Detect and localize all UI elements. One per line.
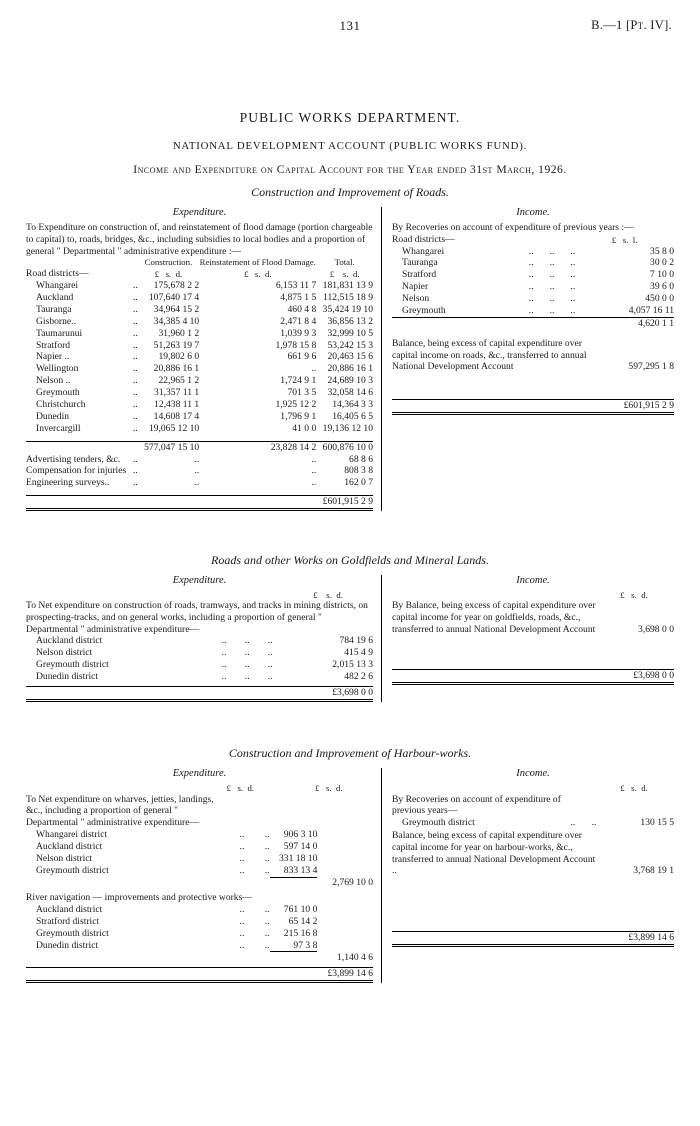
units-header — [392, 783, 674, 794]
column-group-header — [26, 257, 373, 268]
dots: .. — [528, 245, 534, 257]
col-reinstatement: Reinstatement of Flood Damage. — [199, 257, 316, 268]
amount: 215 16 8 — [283, 927, 318, 939]
construction-value: 14,608 17 4 — [153, 410, 200, 422]
dots: .. — [132, 387, 138, 399]
dots: .. — [528, 269, 534, 281]
amount: 761 10 0 — [283, 903, 318, 915]
construction-value: 51,263 19 7 — [153, 339, 200, 351]
district-name: Napier — [402, 281, 429, 293]
dots: .. — [239, 915, 245, 927]
dots: .. — [528, 281, 534, 293]
district-name: Taumarunui — [36, 327, 83, 339]
construction-value: 22,965 1 2 — [158, 375, 200, 387]
construction-value: 19,065 12 10 — [148, 422, 200, 434]
harbour-balance-text: Balance, being excess of capital expenditure over capital income for year on harbour-works, &c., transferred to annual National Development Account .. — [392, 830, 596, 877]
district-name: Tauranga — [402, 257, 438, 269]
roads-ledger — [26, 207, 674, 511]
dots: .. — [132, 477, 138, 489]
flood-value: 1,039 9 3 — [280, 327, 317, 339]
construction-value: .. — [194, 465, 200, 477]
units-header — [26, 783, 373, 794]
section3-block — [0, 746, 700, 983]
table-row — [26, 671, 373, 683]
income-value: 130 15 5 — [640, 817, 674, 829]
harbour-expenditure-side — [26, 768, 382, 983]
harbour-balance-value: 3,768 19 1 — [633, 865, 674, 877]
construction-subtotal: 577,047 15 10 — [138, 441, 200, 453]
district-name: Greymouth — [402, 305, 446, 317]
construction-value: 34,385 4 10 — [153, 315, 200, 327]
dots: .. — [221, 671, 227, 682]
table-row — [26, 647, 373, 659]
roads-income-side — [382, 207, 674, 511]
construction-value: 34,964 15 2 — [153, 303, 200, 315]
expenditure-heading: Expenditure. — [172, 767, 227, 779]
dots: .. — [239, 903, 245, 915]
river-heading-row — [26, 892, 373, 904]
table-row — [26, 363, 373, 375]
district-name: Nelson — [402, 293, 430, 305]
table-row — [26, 841, 373, 853]
income-value: 4,057 16 11 — [628, 305, 674, 317]
district-name: Dunedin — [36, 410, 70, 422]
table-row — [392, 293, 674, 305]
total-value: 32,999 10 5 — [327, 327, 374, 339]
dots: .. — [570, 245, 576, 257]
amount: 833 13 4 — [270, 865, 318, 877]
units-harbour-income: £ s. d. — [620, 782, 648, 793]
district-name: Auckland — [36, 291, 74, 303]
harbour-income-total: £3,899 14 6 — [392, 932, 674, 946]
dots: .. — [570, 817, 576, 829]
district-name: Tauranga — [36, 303, 72, 315]
dots: .. — [549, 281, 555, 293]
dots: .. — [244, 671, 250, 682]
goldfields-income-total-row — [392, 670, 674, 684]
table-row — [392, 269, 674, 281]
dots: .. — [549, 293, 555, 305]
extra-label: Engineering surveys.. — [26, 477, 110, 489]
table-row — [26, 387, 373, 399]
harbour-income-total-table — [392, 931, 674, 947]
table-row — [26, 916, 373, 928]
flood-value: 661 9 6 — [287, 351, 317, 363]
dots: .. — [244, 647, 250, 659]
district-name: Auckland district — [36, 903, 103, 915]
district-name: Greymouth district — [402, 817, 475, 829]
district-name: Whangarei — [402, 245, 445, 257]
dots: .. — [264, 828, 270, 840]
goldfields-table — [26, 635, 373, 701]
dots: .. — [221, 635, 227, 647]
dots: .. — [264, 940, 270, 951]
extra-label: Advertising tenders, &c. — [26, 453, 121, 465]
goldfields-income-text: By Balance, being excess of capital expenditure over capital income for year on goldfields, roads, &c., transferred to annual National Development Account — [392, 599, 596, 635]
table-row — [26, 304, 373, 316]
document-reference: B.—1 [Pt. IV]. — [591, 18, 672, 32]
dots: .. — [239, 940, 245, 951]
dots: .. — [549, 257, 555, 269]
income-heading: Income. — [516, 767, 550, 779]
total-value: 24,689 10 3 — [327, 375, 374, 387]
amount: 415 4 9 — [344, 647, 374, 659]
district-name: Greymouth district — [36, 927, 109, 939]
page-header — [0, 18, 700, 58]
flood-value: 1,796 9 1 — [280, 410, 317, 422]
flood-value: 41 0 0 — [292, 422, 317, 434]
district-name: Greymouth — [36, 387, 80, 399]
column-units-header — [26, 268, 373, 280]
construction-value: 31,960 1 2 — [158, 327, 200, 339]
flood-value: .. — [311, 453, 317, 465]
dots: .. — [267, 659, 273, 671]
section2-block — [0, 553, 700, 702]
flood-value: 1,978 15 8 — [275, 339, 317, 351]
table-row — [26, 423, 373, 435]
income-subtotal: 4,620 1 1 — [575, 317, 674, 329]
flood-value: .. — [311, 477, 317, 489]
expenditure-heading: Expenditure. — [172, 207, 227, 218]
goldfields-income-block — [392, 600, 674, 635]
amount: 331 18 10 — [279, 852, 318, 864]
district-name: Napier .. — [36, 351, 70, 363]
dots: .. — [264, 865, 270, 877]
harbour-balance-block — [392, 830, 674, 877]
construction-value: .. — [194, 453, 200, 465]
table-row — [26, 477, 373, 489]
income-value: 35 8 0 — [650, 245, 674, 257]
amount: 784 19 6 — [339, 635, 374, 647]
district-name: Whangarei district — [36, 828, 108, 840]
table-row — [26, 411, 373, 423]
income-heading: Income. — [516, 575, 550, 587]
dots: .. — [267, 635, 273, 647]
flood-value: .. — [311, 465, 317, 477]
roads-expenditure-side — [26, 207, 382, 511]
construction-value: 20,886 16 1 — [153, 363, 200, 375]
dots: .. — [132, 410, 138, 422]
flood-value: 701 3 5 — [287, 387, 317, 399]
district-name: Nelson district — [36, 647, 93, 659]
subtotal-row — [26, 441, 373, 453]
total-subtotal: 600,876 10 0 — [316, 441, 373, 453]
dots: .. — [132, 303, 138, 315]
dots: .. — [549, 269, 555, 281]
flood-value: 6,153 11 7 — [275, 280, 317, 292]
col-construction: Construction. — [144, 257, 193, 268]
table-row — [26, 829, 373, 841]
total-value: 36,856 13 2 — [327, 315, 374, 327]
income-value: 30 0 2 — [650, 257, 674, 269]
dots: .. — [264, 852, 270, 864]
dots: .. — [570, 269, 576, 281]
dots: .. — [132, 315, 138, 327]
harbour-income-side — [382, 768, 674, 983]
goldfields-expenditure-total: £3,698 0 0 — [273, 686, 373, 700]
income-units-header — [392, 234, 674, 246]
flood-value: .. — [311, 363, 317, 375]
table-row — [26, 340, 373, 352]
dots: .. — [570, 293, 576, 305]
dots: .. — [239, 840, 245, 852]
expenditure-grand-total: £601,915 2 9 — [316, 496, 373, 510]
table-row — [26, 928, 373, 940]
flood-value: 4,875 1 5 — [280, 291, 317, 303]
amount: 597 14 0 — [283, 840, 318, 852]
page-number: 131 — [339, 18, 361, 33]
flood-subtotal: 23,828 14 2 — [199, 441, 316, 453]
dots: .. — [132, 375, 138, 387]
district-name: Wellington — [36, 363, 79, 375]
district-name: Greymouth district — [36, 865, 109, 877]
harbour-subtotal-1: 2,769 10 0 — [332, 877, 374, 889]
document-page — [0, 18, 700, 1126]
dots: .. — [239, 927, 245, 939]
dots: .. — [132, 465, 138, 477]
units-reinstatement: £ s. d. — [243, 269, 272, 280]
table-row — [392, 246, 674, 258]
table-row — [26, 351, 373, 363]
subtotal-row — [26, 877, 373, 889]
district-name: Stratford — [402, 269, 437, 281]
dots: .. — [549, 245, 555, 257]
expenditure-heading: Expenditure. — [172, 575, 227, 587]
table-row — [26, 465, 373, 477]
roads-expenditure-intro: To Expenditure on construction of, and reinstatement of flood damage (portion chargeable to capital) to, roads, bridges, &c., including subsidies to local bodies and a proportion of general " Departmental " administrative expenditure :— — [26, 221, 373, 257]
total-value: 181,831 13 9 — [322, 280, 374, 292]
total-value: 32,058 14 6 — [327, 387, 374, 399]
dots: .. — [239, 852, 245, 864]
subtotal-row — [26, 952, 373, 964]
roads-balance-value: 597,295 1 8 — [628, 361, 674, 373]
flood-value: 1,925 12 2 — [275, 399, 317, 410]
goldfields-income-value: 3,698 0 0 — [638, 623, 674, 635]
account-title: NATIONAL DEVELOPMENT ACCOUNT (PUBLIC WORKS FUND). — [172, 140, 528, 152]
district-name: Auckland district — [36, 840, 103, 852]
dots: .. — [570, 257, 576, 269]
amount: 2,015 13 3 — [332, 659, 374, 671]
dots: .. — [132, 339, 138, 351]
dots: .. — [264, 903, 270, 915]
district-name: Stratford district — [36, 915, 100, 927]
units-goldfields: £ s. d. — [313, 590, 343, 601]
roads-income-total-table — [392, 399, 674, 415]
table-row — [26, 399, 373, 411]
table-row — [26, 328, 373, 340]
construction-value: 175,678 2 2 — [153, 280, 200, 292]
harbour-income-units — [392, 783, 674, 794]
department-title: PUBLIC WORKS DEPARTMENT. — [239, 110, 461, 125]
table-row — [26, 454, 373, 466]
income-subtotal-row — [392, 317, 674, 329]
units-harbour-1: £ s. d. — [226, 782, 255, 793]
dots: .. — [132, 291, 138, 303]
table-row — [26, 375, 373, 387]
table-row — [26, 280, 373, 292]
district-name: Whangarei — [36, 280, 79, 292]
harbour-intro: To Net expenditure on wharves, jetties, landings, &c., including a proportion of general " Departmental " administrative expenditure— — [26, 793, 214, 829]
units-goldfields-income: £ s. d. — [620, 590, 648, 601]
total-value: 68 8 6 — [349, 453, 374, 465]
dots: .. — [570, 305, 576, 317]
income-value: 7 10 0 — [650, 269, 674, 281]
dots: .. — [549, 305, 555, 317]
harbour-ledger — [26, 768, 674, 983]
dots: .. — [528, 293, 534, 305]
dots: .. — [132, 422, 138, 434]
harbour-total-row — [26, 967, 373, 981]
total-value: 808 3 8 — [344, 465, 374, 477]
district-name: Stratford — [36, 339, 71, 351]
district-name: Dunedin district — [36, 940, 99, 951]
table-row — [26, 292, 373, 304]
construction-value: 12,438 11 1 — [154, 399, 200, 410]
flood-value: 1,724 9 1 — [280, 375, 317, 387]
section2-title: Roads and other Works on Goldfields and Mineral Lands. — [211, 553, 489, 568]
total-value: 53,242 15 3 — [327, 339, 374, 351]
district-name: Nelson district — [36, 852, 93, 864]
total-value: 20,886 16 1 — [327, 363, 374, 375]
goldfields-expenditure-side — [26, 575, 382, 702]
dots: .. — [528, 257, 534, 269]
harbour-table — [26, 829, 373, 983]
district-name: Nelson .. — [36, 375, 71, 387]
harbour-income-table — [392, 817, 674, 829]
district-name: Invercargill — [36, 422, 81, 434]
flood-value: 2,471 8 4 — [280, 315, 317, 327]
river-navigation-heading: River navigation — improvements and protective works— — [26, 891, 252, 903]
total-value: 20,463 15 6 — [327, 351, 374, 363]
total-value: 16,405 6 5 — [332, 410, 374, 422]
roads-income-table — [392, 234, 674, 330]
dots: .. — [244, 635, 250, 647]
total-value: 162 0 7 — [344, 477, 374, 489]
income-grand-total: £601,915 2 9 — [392, 400, 674, 414]
table-row — [26, 904, 373, 916]
dots: .. — [267, 671, 273, 682]
dots: .. — [244, 659, 250, 671]
dots: .. — [132, 399, 138, 410]
dots: .. — [221, 659, 227, 671]
table-row — [26, 940, 373, 952]
dots: .. — [239, 828, 245, 840]
roads-balance-block — [392, 338, 674, 373]
income-heading: Income. — [516, 207, 550, 218]
district-name: Gisborne.. — [36, 315, 76, 327]
total-value: 14,364 3 3 — [332, 399, 374, 410]
dots: .. — [267, 647, 273, 659]
goldfields-intro: To Net expenditure on construction of roads, tramways, and tracks in mining districts, on prospecting-tracks, and on general works, including a proportion of general " Departmental " administrative expenditure— — [26, 599, 368, 635]
dots: .. — [591, 817, 597, 829]
harbour-units-row — [26, 783, 373, 794]
table-row — [392, 817, 674, 829]
dots: .. — [570, 281, 576, 293]
col-total: Total. — [334, 257, 355, 268]
units-construction: £ s. d. — [154, 269, 183, 280]
grand-total-row — [26, 496, 373, 510]
roads-expenditure-table — [26, 257, 373, 511]
construction-value: 19,802 6 0 — [158, 351, 200, 363]
district-name: Christchurch — [36, 399, 86, 410]
road-districts-label: Road districts— — [26, 268, 89, 280]
construction-value: .. — [194, 477, 200, 489]
amount: 482 2 6 — [344, 671, 374, 682]
district-name: Auckland district — [36, 635, 103, 647]
table-row — [26, 635, 373, 647]
amount: 97 3 8 — [270, 940, 318, 952]
table-row — [26, 865, 373, 877]
dots: .. — [264, 927, 270, 939]
dots: .. — [132, 363, 138, 375]
table-row — [26, 659, 373, 671]
harbour-subtotal-2: 1,140 4 6 — [337, 951, 374, 963]
table-row — [392, 257, 674, 269]
income-grand-total-row — [392, 400, 674, 414]
table-row — [26, 853, 373, 865]
goldfields-income-total-table — [392, 669, 674, 685]
units-total: £ s. d. — [329, 269, 360, 280]
dots: .. — [132, 280, 138, 292]
district-name: Dunedin district — [36, 671, 99, 682]
section3-title: Construction and Improvement of Harbour-works. — [228, 745, 472, 760]
roads-balance-text: Balance, being excess of capital expenditure over capital income on roads, &c., transferred to annual National Development Account — [392, 337, 587, 373]
roads-income-intro: By Recoveries on account of expenditure of previous years :— — [392, 221, 634, 233]
road-districts-label-income: Road districts— — [392, 233, 455, 245]
goldfields-income-side — [382, 575, 674, 702]
total-value: 19,136 12 10 — [322, 422, 374, 434]
income-value: 450 0 0 — [645, 293, 674, 305]
units-income: £ s. l. — [611, 234, 638, 245]
income-expenditure-title: Income and Expenditure on Capital Account for the Year ended 31st March, 1926. — [133, 163, 567, 176]
units-harbour-2: £ s. d. — [314, 782, 343, 793]
district-name: Greymouth district — [36, 659, 109, 671]
dots: .. — [264, 915, 270, 927]
dots: .. — [221, 647, 227, 659]
construction-value: 31,357 11 1 — [154, 387, 200, 399]
goldfields-income-total: £3,698 0 0 — [392, 670, 674, 684]
table-row — [392, 281, 674, 293]
total-value: 35,424 19 10 — [322, 303, 374, 315]
harbour-income-total-row — [392, 932, 674, 946]
section1-title: Construction and Improvement of Roads. — [251, 185, 449, 199]
extra-label: Compensation for injuries — [26, 465, 127, 477]
amount: 65 14 2 — [288, 915, 318, 927]
income-value: 39 6 0 — [650, 281, 674, 293]
dots: .. — [132, 453, 138, 465]
dots: .. — [132, 351, 138, 363]
goldfields-total-row — [26, 686, 373, 700]
construction-value: 107,640 17 4 — [148, 291, 200, 303]
dots: .. — [132, 327, 138, 339]
goldfields-ledger — [26, 575, 674, 702]
amount: 906 3 10 — [283, 828, 318, 840]
table-row — [392, 305, 674, 317]
table-row — [26, 316, 373, 328]
dots: .. — [528, 305, 534, 317]
harbour-income-intro: By Recoveries on account of expenditure of previous years— — [392, 793, 561, 817]
dots: .. — [239, 865, 245, 877]
flood-value: 460 4 8 — [287, 303, 317, 315]
dots: .. — [264, 840, 270, 852]
harbour-expenditure-total: £3,899 14 6 — [317, 967, 373, 981]
total-value: 112,515 18 9 — [323, 291, 374, 303]
